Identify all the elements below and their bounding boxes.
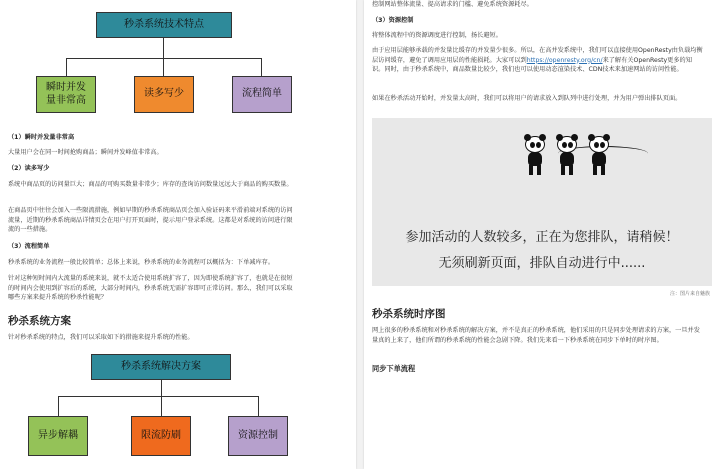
- diagram-node-label: 资源控制: [238, 429, 278, 441]
- section-heading: （3）资源控制: [372, 17, 414, 24]
- paragraph-text: 来了解有关OpenResty更多的知识。同时，由于秒杀系统中，商品数量比较少，我们也可以使用动态渲染技术、CDN技术来加速网站的访问性能。: [372, 56, 692, 73]
- paragraph: 将整体流程中的资源调度进行控制，扬长避短。: [372, 32, 502, 39]
- image-caption: 注：图片来自魅族: [669, 291, 710, 297]
- diagram-root-label: 秒杀系统技术特点: [124, 18, 204, 30]
- paragraph: 针对秒杀系统的特点，我们可以采取如下的措施来提升系统的性能。: [8, 334, 194, 341]
- paragraph: 在商品页中往往会加入一些限流措施，例如早期的秒杀系统商品页会加入验证码来平滑前端对系统的访问流量，近期的秒杀系统商品详情页会在用户打开页面时，提示用户登录系统。这都是对系统的访问进行限流的一些措施。: [8, 207, 293, 233]
- diagram-root-label: 秒杀系统解决方案: [121, 360, 201, 372]
- paragraph: 网上很多的秒杀系统和对秒杀系统的解决方案，并不是真正的秒杀系统，他们采用的只是同步处理请求的方案，一旦并发量真的上来了，他们所谓的秒杀系统的性能会急剧下降。我们先来看一下秒杀系统在同步下单时的时序图。: [372, 327, 700, 344]
- diagram-node-label: 流程简单: [242, 88, 282, 100]
- queue-message: 参加活动的人数较多，正在为您排队，请稍候！: [405, 230, 679, 245]
- diagram-node-high-concurrency: [36, 76, 96, 113]
- document-page-left: [0, 0, 356, 469]
- document-page-right: [364, 0, 720, 469]
- diagram-node-resource-control: [228, 416, 288, 456]
- openresty-link[interactable]: https://openresty.org/cn/: [526, 56, 603, 64]
- heading-sequence-diagram: 秒杀系统时序图: [372, 308, 446, 320]
- diagram-node-label: 异步解耦: [38, 429, 78, 441]
- diagram-node-simple-flow: [232, 76, 292, 113]
- paragraph: 秒杀系统的业务流程一般比较简单；总体上来说，秒杀系统的业务流程可以概括为：下单减库存。: [8, 259, 275, 266]
- section-heading: （2）读多写少: [8, 165, 50, 172]
- paragraph: [372, 46, 704, 75]
- paragraph: 系统中商品页的访问量巨大；商品的可购买数量非常少；库存的查询访问数量远远大于商品的购买数量。: [8, 181, 293, 188]
- paragraph: 大量用户会在同一时间抢购商品；瞬间并发峰值非常高。: [8, 149, 163, 156]
- heading-sync-order: 同步下单流程: [372, 364, 416, 373]
- paragraph: 如果在秒杀活动开始时，并发量太高时，我们可以将用户的请求放入到队列中进行处理，并为用户弹出排队页面。: [372, 95, 682, 102]
- diagram-node-label: 限流防刷: [141, 429, 181, 441]
- heading-solution: 秒杀系统方案: [8, 315, 71, 327]
- diagram-node-read-heavy: [134, 76, 194, 113]
- paragraph-text: 由于应用层能够承载的并发量比缓存的并发量少很多。所以，在高并发系统中，我们可以直接使用OpenResty由负载均衡层访问缓存，避免了调用应用层的性能损耗。大家可以到: [372, 47, 703, 64]
- diagram-root-node: [96, 12, 232, 38]
- diagram-node-rate-limiting: [131, 416, 191, 456]
- queue-page-image: [372, 118, 712, 286]
- diagram-node-label: 读多写少: [144, 88, 184, 100]
- paragraph: 针对这种短时间内大流量的系统来说，就不太适合使用系统扩容了，因为即使系统扩容了，也就是在很短的时间内会使用到扩容后的系统，大部分时间内，秒杀系统无需扩容即可正常访问。那么，我们可以采取哪些方案来提升系统的秒杀性能呢？: [8, 275, 293, 301]
- section-heading: （1）瞬时并发量非常高: [8, 134, 75, 141]
- diagram-node-async-decoupling: [28, 416, 88, 456]
- section-heading: （3）流程简单: [8, 243, 50, 250]
- diagram-root-node: [91, 354, 231, 380]
- diagram-node-label: 瞬时并发量非常高: [46, 82, 86, 106]
- queue-submessage: 无须刷新页面，排队自动进行中......: [438, 256, 646, 271]
- paragraph: 控制网站整体流量、提高请求的门槛、避免系统资源耗尽。: [372, 1, 533, 8]
